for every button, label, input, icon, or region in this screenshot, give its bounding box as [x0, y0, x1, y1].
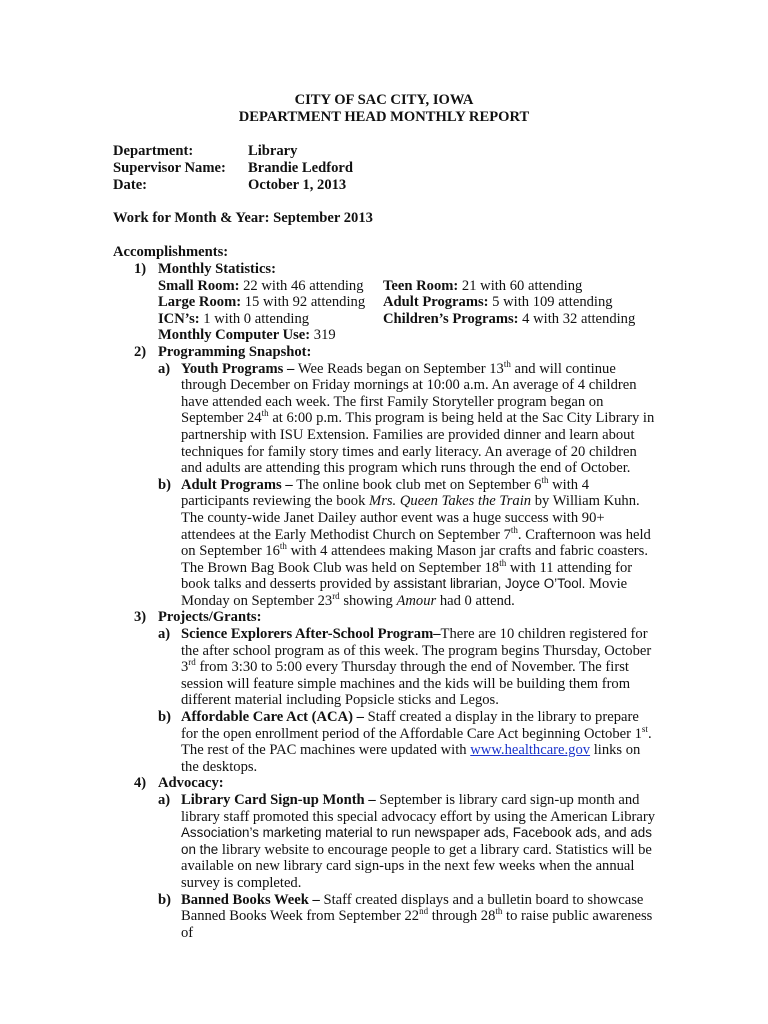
stat-childrens-programs: Children’s Programs: 4 with 32 attending: [383, 310, 636, 327]
stat-icn: ICN’s: 1 with 0 attending: [158, 310, 310, 327]
healthcare-link[interactable]: www.healthcare.gov: [470, 742, 591, 759]
date-label: Date:: [113, 176, 148, 193]
report-title: DEPARTMENT HEAD MONTHLY REPORT: [238, 109, 530, 125]
section-advocacy: 4) Advocacy:: [134, 775, 224, 792]
supervisor-label: Supervisor Name:: [113, 159, 226, 176]
stat-teen-room: Teen Room: 21 with 60 attending: [383, 277, 583, 294]
section-title: Projects/Grants:: [158, 609, 262, 626]
accomplishments-heading: Accomplishments:: [113, 244, 229, 260]
book-title: Mrs. Queen Takes the Train: [369, 493, 532, 510]
date-value: October 1, 2013: [248, 176, 347, 193]
section-projects-grants: 3) Projects/Grants:: [134, 609, 262, 626]
statistics-grid: [113, 278, 658, 344]
section-number: 1): [134, 261, 147, 277]
section-title: Programming Snapshot:: [158, 343, 312, 360]
item-banned-books-week: b) Banned Books Week – Staff created displays and a bulletin board to showcase Banned Books Week from September 22nd through 28th to raise public awareness of: [158, 891, 653, 941]
report-meta: [113, 143, 353, 193]
item-adult-programs: b) Adult Programs – The online book club met on September 6th with 4 participants reviewing the book Mrs. Queen Takes the Train by William Kuhn. The county-wide Janet Dailey author event was a huge success with 90+ attendees at the Early Methodist Church on September 7th. Crafternoon was held on September 16th with 4 attendees making Mason jar crafts and fabric coasters. The Brown Bag Book Club was held on September 18th with 11 attending for book talks and desserts provided by assistant librarian, Joyce O’Tool. Movie Monday on September 23rd showing Amour had 0 attend.: [158, 474, 651, 609]
report-body: [113, 261, 658, 941]
supervisor-value: Brandie Ledford: [248, 159, 353, 176]
movie-title: Amour: [396, 592, 437, 609]
item-affordable-care-act: b) Affordable Care Act (ACA) – Staff created a display in the library to prepare for the open enrollment period of the Affordable Care Act beginning October 1st. The rest of the PAC machines were updated with www.healthcare.gov links on the desktops.: [158, 709, 652, 775]
stat-computer-use: Monthly Computer Use: 319: [158, 327, 336, 344]
city-title: CITY OF SAC CITY, IOWA: [294, 92, 474, 108]
section-title: Monthly Statistics:: [158, 261, 276, 277]
item-youth-programs: a) Youth Programs – Wee Reads began on September 13th and will continue through December on Friday mornings at 10:00 a.m. An average of 4 children have attended each week. The first Family Storyteller program began on September 24th at 6:00 p.m. This program is being held at the Sac City Library in partnership with ISU Extension. Families are provided dinner and learn about techniques for family story times and early literacy. An average of 20 children and adults are attending this program which runs through the end of October.: [158, 358, 655, 477]
stat-adult-programs: Adult Programs: 5 with 109 attending: [383, 294, 613, 311]
item-library-card-month: a) Library Card Sign-up Month – September is library card sign-up month and library staff promoted this special advocacy effort by using the American Library Association’s marketing material to run newspaper ads, Facebook ads, and ads on the library website to encourage people to get a library card. Statistics will be available on new library card sign-ups in the next few weeks when the annual survey is completed.: [158, 792, 656, 891]
section-title: Advocacy:: [158, 775, 224, 792]
stat-small-room: Small Room: 22 with 46 attending: [158, 277, 364, 294]
item-science-explorers: a) Science Explorers After-School Program–There are 10 children registered for the after school program as of this week. The program begins Thursday, October 3rd from 3:30 to 5:00 every Thursday through the end of November. The first session will feature simple machines and the kids will be building them from different material including Popsicle sticks and Legos.: [158, 626, 652, 709]
section-monthly-statistics: [113, 261, 658, 278]
department-value: Library: [248, 143, 298, 159]
work-period: Work for Month & Year: September 2013: [113, 210, 373, 226]
section-programming-snapshot: 2) Programming Snapshot:: [134, 343, 312, 360]
stat-large-room: Large Room: 15 with 92 attending: [158, 294, 366, 311]
department-label: Department:: [113, 143, 194, 159]
